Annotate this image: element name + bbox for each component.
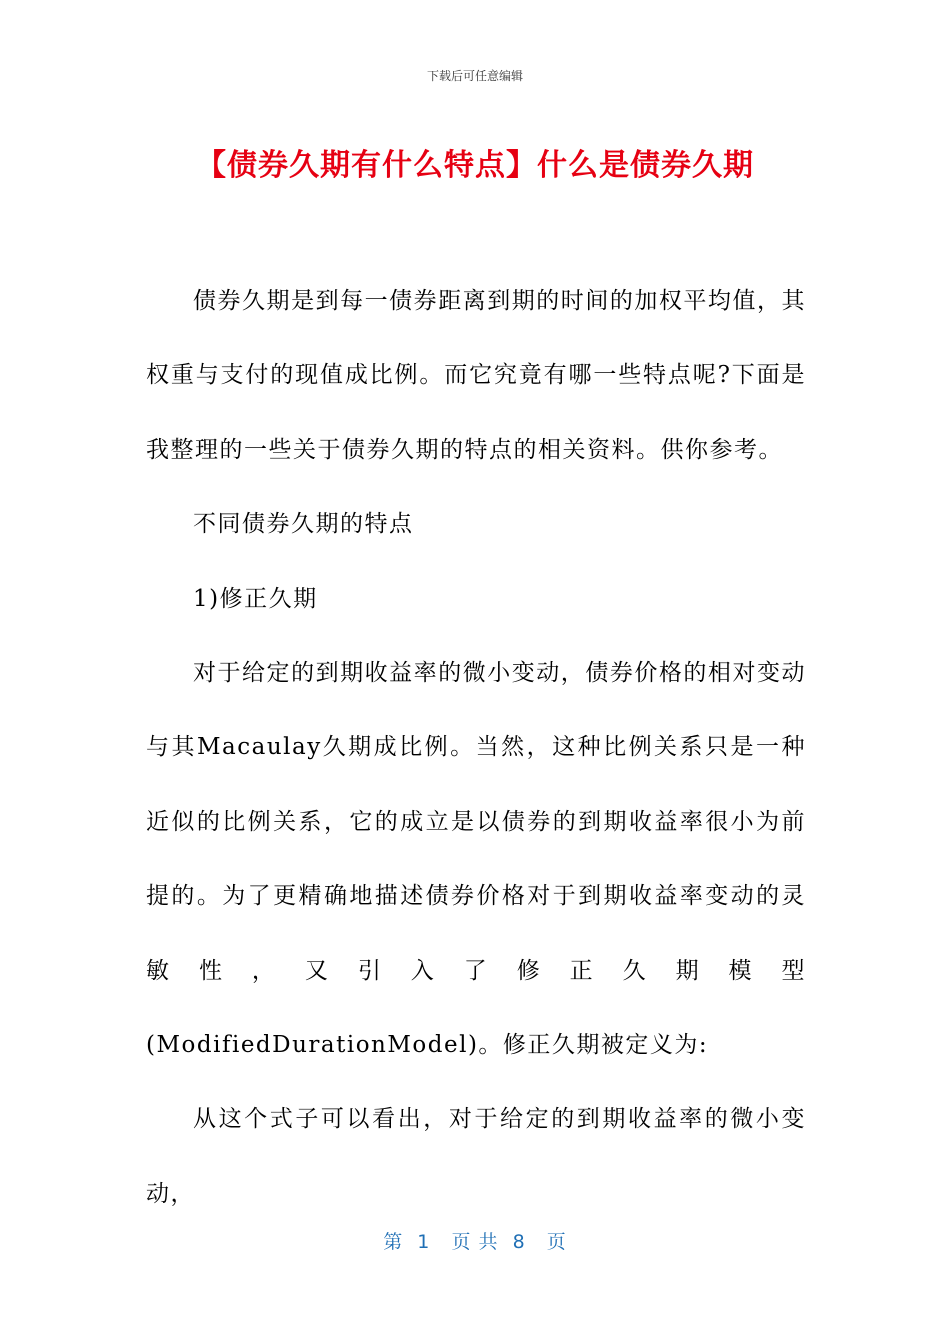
section-heading: 不同债券久期的特点 bbox=[193, 511, 414, 538]
subsection-heading: 1)修正久期 bbox=[193, 585, 318, 612]
document-title: 【债券久期有什么特点】什么是债券久期 bbox=[196, 148, 754, 183]
document-body bbox=[146, 264, 806, 1231]
header-note: 下载后可任意编辑 bbox=[426, 69, 523, 83]
paragraph-modified-duration: 对于给定的到期收益率的微小变动，债券价格的相对变动与其Macaulay久期成比例。当然，这种比例关系只是一种近似的比例关系，它的成立是以债券的到期收益率很小为前提的。为了更精确地描述债券价格对于到期收益率变动的灵敏性，又引入了修正久期模型(ModifiedDurationModel)。修正久期被定义为: bbox=[146, 660, 806, 1059]
page-number-footer: 第 1 页 共 8 页 bbox=[383, 1231, 567, 1253]
paragraph-continuation: 从这个式子可以看出，对于给定的到期收益率的微小变动， bbox=[146, 1106, 806, 1207]
paragraph-intro: 债券久期是到每一债券距离到期的时间的加权平均值，其权重与支付的现值成比例。而它究竟有哪一些特点呢?下面是我整理的一些关于债券久期的特点的相关资料。供你参考。 bbox=[146, 288, 806, 463]
